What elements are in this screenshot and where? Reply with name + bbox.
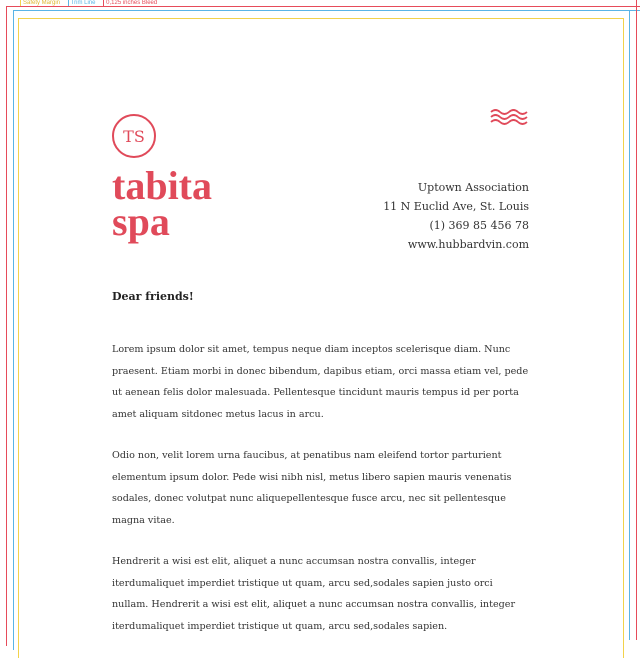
bleed-label: 0,125 inches Bleed (103, 0, 157, 6)
brand-name-line2: spa (112, 199, 170, 244)
safety-margin-label: Safety Margin (20, 0, 60, 6)
monogram-logo (112, 114, 156, 158)
bleed-guide-right (636, 0, 637, 640)
paragraph: Hendrerit a wisi est elit, aliquet a nunc accumsan nostra convallis, integer iterdumaliquet imperdiet tristique ut quam, arcu sed,sodales sapien justo orci nullam. Hendrerit a wisi est elit, aliquet a nunc accumsan nostra convallis, integer iterdumaliquet imperdiet tristique ut quam, arcu sed,sodales sapien. (112, 556, 516, 632)
waves-icon (490, 108, 528, 126)
monogram-text: TS (123, 126, 145, 146)
letter-body (112, 339, 532, 657)
paragraph: Lorem ipsum dolor sit amet, tempus neque diam inceptos scelerisque diam. Nunc praesent. Etiam morbi in donec bibendum, dapibus etiam, orci massa etiam vel, pede ut aenean felis dolor malesuada. Pellentesque tincidunt mauris tempus id per porta amet aliquam sitdonec metus lacus in arcu. (112, 344, 529, 420)
organization-name: Uptown Association (417, 181, 529, 194)
address-block (383, 178, 529, 254)
paragraph: Odio non, velit lorem urna faucibus, at penatibus nam eleifend tortor parturient elementum ipsum dolor. Pede wisi nibh nisl, metus libero sapien mauris venenatis sodales, donec volutpat nunc aliquepellentesque fusce arcu, nec sit pellentesque magna vitae. (112, 450, 512, 526)
brand-name (112, 163, 212, 244)
guide-legend (20, 0, 163, 6)
trim-line-label: Trim Line (68, 0, 96, 6)
street-address: 11 N Euclid Ave, St. Louis (383, 200, 529, 213)
website: www.hubbardvin.com (407, 238, 529, 251)
letter-greeting: Dear friends! (112, 290, 194, 303)
phone-number: (1) 369 85 456 78 (429, 219, 529, 232)
trim-guide-right (629, 10, 630, 640)
brand-name-line1: tabita (112, 163, 212, 208)
